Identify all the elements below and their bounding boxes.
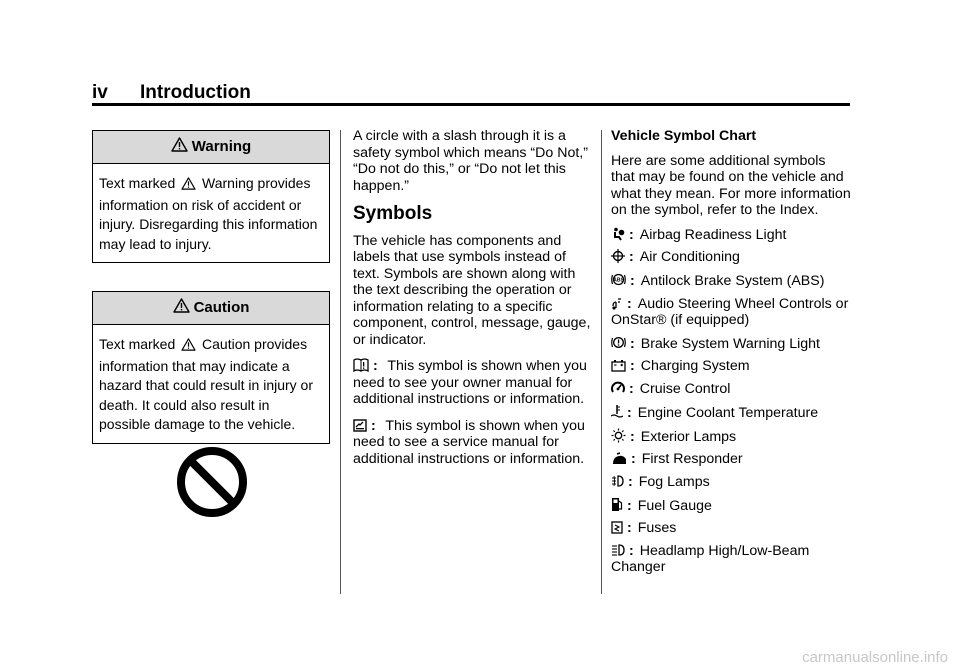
owner-manual-paragraph: : This symbol is shown when you need to see your owner manual for additional instructions or information. xyxy=(353,358,587,407)
symbol-label: Engine Coolant Temperature xyxy=(637,404,819,421)
symbol-row: : Fog Lamps xyxy=(611,474,851,491)
symbol-label: Fuses xyxy=(637,520,677,537)
vehicle-symbol-chart-heading: Vehicle Symbol Chart xyxy=(611,128,757,144)
column-divider xyxy=(601,130,602,594)
battery-icon xyxy=(611,359,626,372)
audio-steering-icon xyxy=(611,296,623,310)
warning-heading: Warning xyxy=(191,137,252,155)
column-divider xyxy=(340,130,341,594)
symbol-row: : Exterior Lamps xyxy=(611,428,851,446)
warning-icon xyxy=(171,137,188,157)
warning-icon xyxy=(181,176,196,196)
owner-manual-text: This symbol is shown when you need to see your owner manual for additional instructions or information. xyxy=(353,358,587,407)
airbag-icon xyxy=(611,227,625,241)
symbol-label: Fuel Gauge xyxy=(637,497,712,514)
caution-icon xyxy=(181,337,196,357)
caution-icon xyxy=(173,298,190,318)
left-column xyxy=(92,130,330,444)
owner-manual-icon xyxy=(353,358,369,374)
symbol-label: Headlamp High/Low-Beam Changer xyxy=(611,542,810,576)
symbol-label: Audio Steering Wheel Controls or OnStar® (if equipped) xyxy=(611,295,849,329)
symbols-heading: Symbols xyxy=(353,203,433,224)
symbol-row: : Fuel Gauge xyxy=(611,497,851,515)
air-conditioning-icon xyxy=(611,249,625,263)
symbol-row: : First Responder xyxy=(611,451,851,468)
symbol-row: : Airbag Readiness Light xyxy=(611,227,851,244)
warning-text-after: Warning provides information on risk of accident or injury. Disregarding this information may lead to injury. xyxy=(99,175,318,252)
symbols-paragraph: The vehicle has components and labels that use symbols instead of text. Symbols are shown along with the text describing the operation or information relating to a specific component, control, message, gauge, or indicator. xyxy=(353,232,591,348)
service-manual-paragraph: : This symbol is shown when you need to see a service manual for additional instructions or information. xyxy=(353,417,585,467)
symbol-row: : Brake System Warning Light xyxy=(611,335,851,353)
brake-warning-icon xyxy=(611,335,626,350)
symbol-row: : Air Conditioning xyxy=(611,249,851,266)
abs-icon xyxy=(611,272,626,287)
caution-body xyxy=(93,325,329,443)
header-rule xyxy=(92,103,850,106)
caution-heading: Caution xyxy=(193,298,250,316)
symbol-row: : Headlamp High/Low-Beam Changer xyxy=(611,542,810,576)
page-title: Introduction xyxy=(140,82,251,103)
symbol-label: Charging System xyxy=(640,358,750,375)
right-column xyxy=(611,128,851,582)
fuel-gauge-icon xyxy=(611,497,623,512)
caution-text-before: Text marked xyxy=(99,336,176,352)
service-manual-icon xyxy=(353,418,367,434)
symbol-label: First Responder xyxy=(641,451,743,468)
symbol-row: ABS : Antilock Brake System (ABS) xyxy=(611,272,851,290)
warning-text-before: Text marked xyxy=(99,175,176,191)
page-number: iv xyxy=(92,82,108,103)
fuses-icon xyxy=(611,521,623,534)
warning-body xyxy=(93,164,329,262)
symbol-label: Brake System Warning Light xyxy=(640,335,820,352)
prohibition-icon xyxy=(176,446,248,523)
first-responder-icon xyxy=(611,452,627,465)
symbol-label: Air Conditioning xyxy=(639,249,740,266)
symbol-label: Antilock Brake System (ABS) xyxy=(640,272,825,289)
symbol-row: : Audio Steering Wheel Controls or OnStar® (if equipped) xyxy=(611,295,849,329)
symbol-row: : Fuses xyxy=(611,520,851,537)
svg-text:ABS: ABS xyxy=(613,277,624,284)
symbol-label: Exterior Lamps xyxy=(640,428,737,445)
caution-text-after: Caution provides information that may indicate a hazard that could result in injury or death. It could also result in possible damage to the vehicle. xyxy=(99,336,313,432)
service-manual-text: This symbol is shown when you need to see a service manual for additional instructions or information. xyxy=(353,417,585,467)
fog-lamps-icon xyxy=(611,474,624,488)
caution-header xyxy=(93,292,329,325)
exterior-lamps-icon xyxy=(611,428,626,443)
headlamp-beam-icon xyxy=(611,543,625,557)
middle-column xyxy=(353,128,591,467)
coolant-temp-icon xyxy=(611,404,623,419)
symbol-row: : Charging System xyxy=(611,358,851,375)
caution-box xyxy=(92,291,330,444)
symbol-label: Cruise Control xyxy=(639,381,731,398)
symbol-row: : Cruise Control xyxy=(611,381,851,398)
page-header xyxy=(92,82,850,108)
slash-circle-paragraph: A circle with a slash through it is a safety symbol which means “Do Not,” “Do not do this,” or “Do not let this happen.” xyxy=(353,128,588,194)
vehicle-symbol-intro: Here are some additional symbols that may be found on the vehicle and what they mean. For more information on the symbol, refer to the Index. xyxy=(611,152,851,218)
watermark: carmanualsonline.info xyxy=(802,649,948,666)
warning-header xyxy=(93,131,329,164)
symbol-label: Fog Lamps xyxy=(638,473,710,490)
symbol-row: : Engine Coolant Temperature xyxy=(611,404,851,422)
symbol-label: Airbag Readiness Light xyxy=(639,226,787,243)
cruise-control-icon xyxy=(611,381,625,395)
warning-box xyxy=(92,130,330,263)
